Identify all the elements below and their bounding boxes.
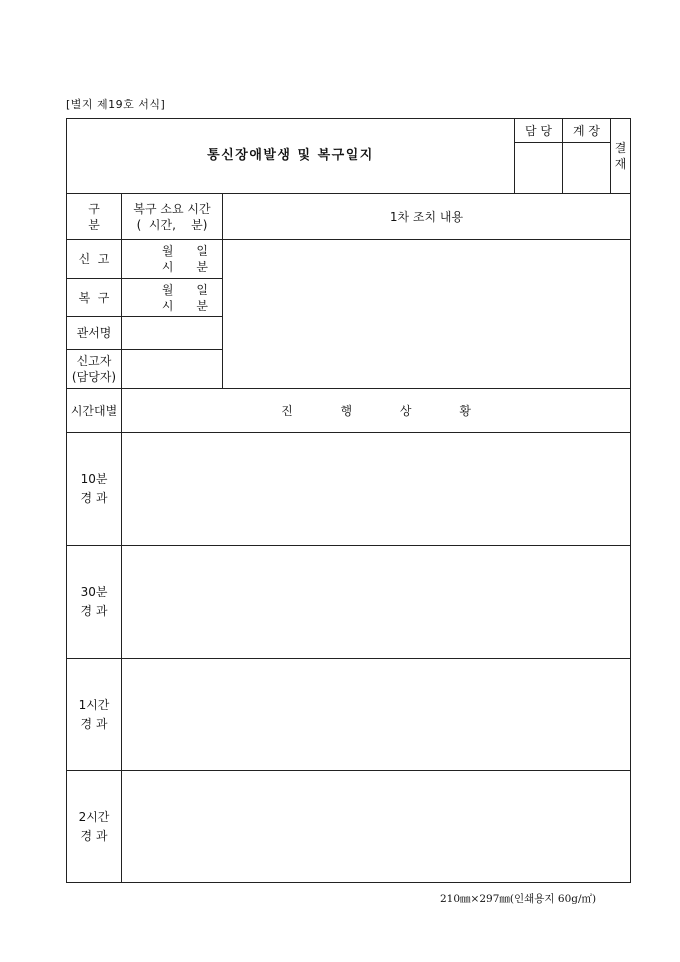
reporter-label: 신고자 (담당자) (71, 354, 117, 384)
border-right (630, 118, 631, 883)
interval-1hour-content[interactable] (122, 659, 630, 770)
recovery-datetime-field[interactable] (122, 279, 222, 316)
approval-label: 결 재 (614, 141, 627, 171)
interval-30min-content[interactable] (122, 546, 630, 658)
approval-chief-label: 계 장 (573, 123, 600, 138)
recovery-label: 복 구 (78, 290, 110, 305)
interval-10min-label: 10분 경 과 (80, 472, 108, 505)
reporter-field[interactable] (122, 350, 222, 388)
approval-chief-signature-box[interactable] (563, 143, 610, 193)
paper-spec-footer: 210㎜×297㎜(인쇄용지 60g/㎡) (440, 893, 597, 905)
progress-status-header: 진 행 상 황 (281, 403, 493, 418)
approval-staff-signature-box[interactable] (515, 143, 562, 193)
border-bottom (66, 882, 631, 883)
form-title: 통신장애발생 및 복구일지 (207, 148, 374, 163)
approval-staff-label: 담 당 (525, 123, 552, 138)
report-date: 월 일 (161, 244, 208, 258)
recovery-time: 시 분 (161, 298, 208, 313)
first-action-header: 1차 조치 내용 (389, 209, 464, 224)
interval-2hour-content[interactable] (122, 771, 630, 882)
report-datetime-field[interactable] (122, 240, 222, 278)
form-code: [별지 제19호 서식] (66, 98, 166, 111)
interval-10min-content[interactable] (122, 433, 630, 545)
office-field[interactable] (122, 317, 222, 349)
recovery-time-header-line2: ( 시간, 분) (136, 217, 208, 232)
recovery-time-header-line1: 복구 소요 시간 (133, 201, 211, 216)
category-header: 구 분 (88, 201, 108, 232)
report-time: 시 분 (161, 260, 208, 274)
report-label: 신 고 (78, 252, 110, 266)
time-period-label: 시간대별 (70, 403, 118, 418)
office-label: 관서명 (76, 326, 112, 340)
first-action-content[interactable] (223, 240, 630, 388)
interval-2hour-label: 2시간 경 과 (78, 809, 110, 843)
recovery-date: 월 일 (161, 282, 208, 297)
interval-30min-label: 30분 경 과 (80, 585, 108, 618)
interval-1hour-label: 1시간 경 과 (78, 697, 110, 731)
recovery-time-header (122, 194, 222, 239)
